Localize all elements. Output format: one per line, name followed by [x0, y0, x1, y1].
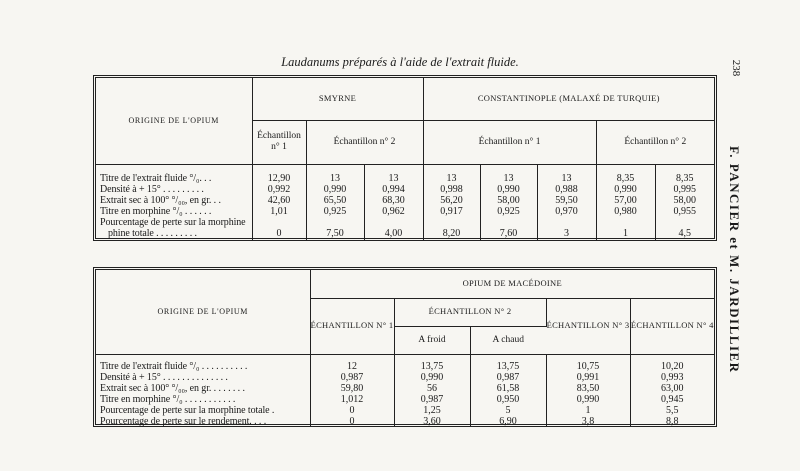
row-label: Pourcentage de perte sur la morphine [100, 216, 246, 228]
row-label: Titre de l'extrait fluide °/₀ . . . . . . . . . . [100, 360, 248, 372]
cell: 65,50 [323, 194, 347, 206]
row-label: Densité à + 15° . . . . . . . . . . . . . . [100, 371, 228, 383]
table2-sub-ech-3: ÉCHANTILLON N° 3 [546, 298, 630, 354]
row-label: Titre de l'extrait fluide °/₀. . . [100, 172, 212, 184]
cell: 0,990 [420, 371, 444, 383]
cell: 7,60 [499, 227, 518, 239]
cell: 58,00 [497, 194, 520, 206]
table2-sub-ech-4: ÉCHANTILLON N° 4 [630, 298, 714, 354]
cell: 0 [349, 415, 355, 427]
cell [253, 217, 306, 228]
table2 [96, 270, 714, 427]
table2-group-macedoine: OPIUM DE MACÉDOINE [310, 270, 714, 298]
cell: 56,20 [440, 194, 463, 206]
table2-sub-ech-1: ÉCHANTILLON N° 1 [310, 298, 394, 354]
cell: 8,35 [676, 172, 694, 184]
cell: 0,993 [661, 371, 684, 383]
cell: 0,980 [614, 205, 637, 217]
cell: 0,995 [673, 183, 697, 195]
row-label: phine totale . . . . . . . . . [108, 227, 197, 239]
row-label: Titre en morphine °/₀ . . . . . . [100, 205, 212, 217]
cell: 0,990 [576, 393, 600, 405]
row-label: Pourcentage de perte sur la morphine totale . [100, 404, 275, 416]
row-label: Extrait sec à 100° °/₀₀, en gr. . . . . . . . [100, 382, 245, 394]
table2-sub-ech-2-froid: A froid [394, 326, 470, 354]
table1-col-const-2b [655, 164, 714, 240]
cell: 0,990 [614, 183, 637, 195]
page-number: 238 [730, 59, 742, 77]
cell: 0,970 [555, 205, 578, 217]
cell: 13 [503, 172, 514, 184]
table1-col-const-1c [537, 164, 596, 240]
cell: 5,5 [666, 404, 679, 416]
cell: 0,990 [323, 183, 347, 195]
cell [656, 217, 715, 228]
table1-sub-const-2: Échantillon n° 2 [596, 120, 714, 164]
cell: 13,75 [420, 360, 444, 372]
table2-sub-ech-2-chaud: A chaud [470, 326, 546, 354]
cell: 0,955 [673, 205, 697, 217]
cell: 3 [564, 227, 570, 239]
cell: 1 [585, 404, 591, 416]
cell: 0,994 [382, 183, 405, 195]
table1-group-smyrne: SMYRNE [252, 78, 423, 120]
cell: 3,60 [423, 415, 441, 427]
table2-col-ech-2-chaud [470, 354, 546, 427]
table2-col-ech-1 [310, 354, 394, 427]
cell: 13 [446, 172, 457, 184]
cell: 56 [427, 382, 437, 394]
cell: 12 [347, 360, 357, 372]
table1-sub-smyrne-1: Échantillon n° 1 [252, 120, 306, 164]
cell: 10,75 [576, 360, 600, 372]
cell: 4,00 [384, 227, 403, 239]
table1-group-constantinople: CONSTANTINOPLE (MALAXÉ DE TURQUIE) [423, 78, 714, 120]
row-label: Extrait sec à 100° °/₀₀, en gr. . . [100, 194, 221, 206]
cell: 42,60 [267, 194, 291, 206]
cell: 68,30 [382, 194, 405, 206]
table1-col-const-1b [480, 164, 537, 240]
cell: 13,75 [496, 360, 520, 372]
cell: 83,50 [576, 382, 600, 394]
cell: 7,50 [326, 227, 344, 239]
cell: 59,80 [340, 382, 364, 394]
table1-origin-header: ORIGINE DE L'OPIUM [96, 78, 252, 164]
row-label: Titre en morphine °/₀ . . . . . . . . . . . [100, 393, 236, 405]
table2-col-ech-4 [630, 354, 714, 427]
cell: 8,20 [442, 227, 461, 239]
cell: 1 [623, 227, 629, 239]
table1-sub-smyrne-2: Échantillon n° 2 [306, 120, 423, 164]
cell: 0,987 [420, 393, 444, 405]
cell: 0,987 [496, 371, 520, 383]
cell: 1,012 [340, 393, 364, 405]
cell: 0 [349, 404, 355, 416]
cell: 5 [505, 404, 511, 416]
cell: 58,00 [673, 194, 697, 206]
cell: 1,25 [423, 404, 441, 416]
cell: 8,8 [666, 415, 679, 427]
cell: 3,8 [581, 415, 595, 427]
cell: 0,987 [340, 371, 364, 383]
table2-sub-ech-2: ÉCHANTILLON N° 2 [394, 298, 546, 326]
table1-col-smyrne-1 [252, 164, 306, 240]
cell [424, 217, 480, 228]
cell: 0,991 [576, 371, 600, 383]
cell: 0 [276, 227, 282, 239]
table2-row-labels [96, 354, 310, 427]
cell: 8,35 [616, 172, 635, 184]
cell [481, 217, 537, 228]
cell: 12,90 [267, 172, 291, 184]
cell: 0,990 [497, 183, 520, 195]
table-caption: Laudanums préparés à l'aide de l'extrait fluide. [281, 55, 519, 69]
table1-row-labels [96, 164, 252, 240]
cell: 13 [561, 172, 572, 184]
cell: 61,58 [496, 382, 520, 394]
cell: 4,5 [678, 227, 692, 239]
table1-col-const-2a [596, 164, 655, 240]
cell: 57,00 [614, 194, 637, 206]
table2-col-ech-2-froid [394, 354, 470, 427]
cell [597, 217, 655, 228]
table1-col-smyrne-2a [306, 164, 364, 240]
cell: 13 [330, 172, 340, 184]
table1-col-smyrne-2b [364, 164, 423, 240]
table1-sub-const-1: Échantillon n° 1 [423, 120, 596, 164]
cell: 0,998 [440, 183, 463, 195]
cell: 1,01 [270, 205, 288, 217]
cell: 0,992 [267, 183, 291, 195]
cell [365, 217, 423, 228]
cell: 0,945 [661, 393, 684, 405]
cell: 63,00 [661, 382, 684, 394]
cell [307, 217, 364, 228]
table1-col-const-1a [423, 164, 480, 240]
cell: 0,988 [555, 183, 578, 195]
running-head-authors: F. PANCIER et M. JARDILLIER [727, 146, 742, 374]
cell: 0,925 [497, 205, 520, 217]
cell: 59,50 [555, 194, 578, 206]
cell: 0,925 [323, 205, 347, 217]
table2-origin-header: ORIGINE DE L'OPIUM [96, 270, 310, 354]
cell [538, 217, 596, 228]
cell: 0,962 [382, 205, 405, 217]
cell: 0,950 [496, 393, 520, 405]
row-label: Pourcentage de perte sur le rendement. . . . [100, 415, 267, 427]
cell: 6,90 [499, 415, 517, 427]
table2-col-ech-3 [546, 354, 630, 427]
row-label: Densité à + 15° . . . . . . . . . [100, 183, 204, 195]
cell: 0,917 [440, 205, 463, 217]
table1 [96, 78, 714, 240]
cell: 10,20 [661, 360, 684, 372]
cell: 13 [388, 172, 399, 184]
